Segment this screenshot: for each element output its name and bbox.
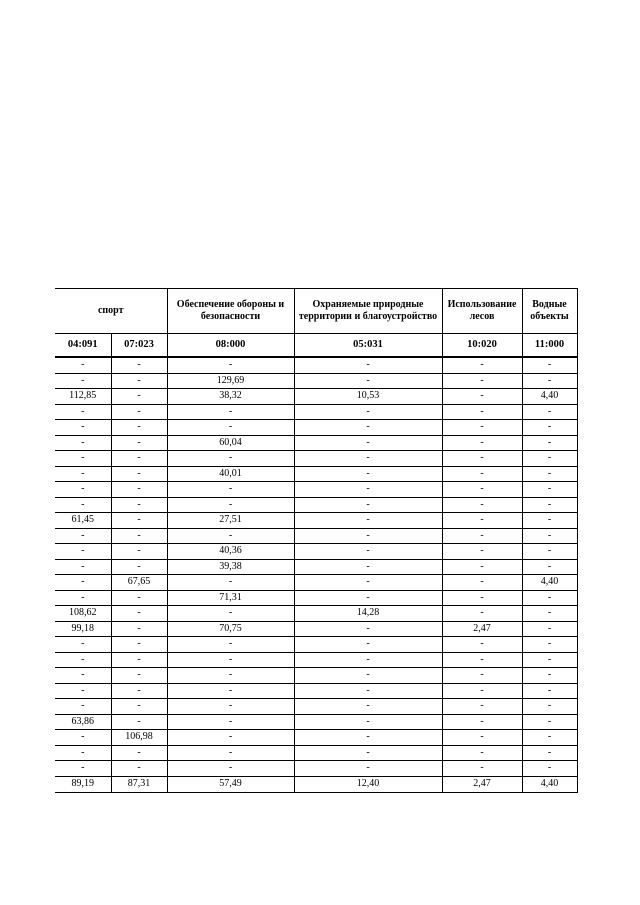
table-cell: - (522, 652, 577, 668)
table-cell: - (522, 683, 577, 699)
table-cell: 39,38 (167, 559, 294, 575)
table-cell: - (294, 404, 442, 420)
table-cell: - (167, 699, 294, 715)
table-cell: - (522, 668, 577, 684)
table-row (55, 668, 577, 684)
table-row (55, 761, 577, 777)
table-cell: - (55, 559, 111, 575)
table-cell: - (55, 683, 111, 699)
table-cell: - (442, 590, 522, 606)
table-cell: - (522, 606, 577, 622)
table-cell: - (442, 606, 522, 622)
table-cell: - (111, 559, 167, 575)
header-protected-territories: Охраняемые природные территории и благоустройство (294, 289, 442, 334)
total-cell: 4,40 (522, 776, 577, 792)
table-row (55, 730, 577, 746)
code-cell: 11:000 (522, 334, 577, 358)
table-cell: - (111, 745, 167, 761)
table-cell: - (522, 420, 577, 436)
table-cell: 4,40 (522, 389, 577, 405)
table-cell: - (167, 745, 294, 761)
table-cell: - (294, 373, 442, 389)
table-cell: 2,47 (442, 621, 522, 637)
table-cell: - (111, 528, 167, 544)
table-cell: - (294, 420, 442, 436)
table-row (55, 373, 577, 389)
table-cell: - (442, 497, 522, 513)
table-cell: - (55, 373, 111, 389)
table-cell: - (522, 761, 577, 777)
table-row (55, 699, 577, 715)
table-cell: - (442, 389, 522, 405)
header-forests: Использование лесов (442, 289, 522, 334)
table-cell: - (522, 497, 577, 513)
table-body (55, 357, 577, 776)
table-cell: - (522, 714, 577, 730)
table-cell: - (167, 451, 294, 467)
table-cell: - (111, 621, 167, 637)
table-cell: - (294, 761, 442, 777)
table-cell: 14,28 (294, 606, 442, 622)
table-row (55, 435, 577, 451)
table-cell: - (111, 590, 167, 606)
table-cell: - (442, 357, 522, 373)
table-cell: - (111, 389, 167, 405)
table-cell: 40,01 (167, 466, 294, 482)
table-cell: - (294, 497, 442, 513)
table-cell: - (111, 637, 167, 653)
table-cell: 108,62 (55, 606, 111, 622)
table-cell: - (522, 637, 577, 653)
code-cell: 10:020 (442, 334, 522, 358)
code-header-row (55, 334, 577, 358)
table-cell: 106,98 (111, 730, 167, 746)
table-cell: - (167, 420, 294, 436)
table-row (55, 404, 577, 420)
table-cell: - (294, 590, 442, 606)
table-cell: - (442, 714, 522, 730)
table-row (55, 637, 577, 653)
table-cell: - (294, 513, 442, 529)
table-cell: - (442, 761, 522, 777)
table-row (55, 745, 577, 761)
table-row (55, 621, 577, 637)
table-cell: - (167, 668, 294, 684)
table-cell: - (442, 668, 522, 684)
table-cell: - (294, 528, 442, 544)
table-cell: - (522, 466, 577, 482)
table-cell: - (442, 451, 522, 467)
table-cell: - (522, 482, 577, 498)
total-cell: 2,47 (442, 776, 522, 792)
table-cell: - (294, 621, 442, 637)
table-cell: - (167, 652, 294, 668)
table-cell: - (55, 668, 111, 684)
totals-row (55, 776, 577, 792)
table-cell: - (522, 373, 577, 389)
table-cell: - (294, 745, 442, 761)
table-cell: - (522, 528, 577, 544)
table-cell: - (294, 668, 442, 684)
table-cell: - (294, 730, 442, 746)
table-cell: - (111, 652, 167, 668)
table-cell: 61,45 (55, 513, 111, 529)
table-cell: - (442, 559, 522, 575)
table-cell: - (167, 606, 294, 622)
table-cell: - (294, 559, 442, 575)
table-cell: - (55, 544, 111, 560)
table-row (55, 575, 577, 591)
table-cell: - (294, 435, 442, 451)
table-cell: - (167, 528, 294, 544)
table-cell: - (522, 699, 577, 715)
table-cell: - (522, 404, 577, 420)
table-cell: - (294, 683, 442, 699)
table-cell: - (442, 699, 522, 715)
table-cell: 112,85 (55, 389, 111, 405)
table-cell: 63,86 (55, 714, 111, 730)
table-cell: - (111, 699, 167, 715)
code-cell: 07:023 (111, 334, 167, 358)
table-cell: - (442, 528, 522, 544)
table-row (55, 528, 577, 544)
table-row (55, 559, 577, 575)
table-cell: - (111, 451, 167, 467)
land-use-table (55, 288, 578, 793)
table-cell: - (55, 497, 111, 513)
header-transport-fragment: спорт (55, 289, 167, 334)
table-cell: - (111, 466, 167, 482)
total-cell: 12,40 (294, 776, 442, 792)
table-row (55, 544, 577, 560)
table-row (55, 513, 577, 529)
total-cell: 89,19 (55, 776, 111, 792)
table-cell: - (522, 745, 577, 761)
table-cell: - (111, 404, 167, 420)
table-cell: - (442, 482, 522, 498)
table-cell: - (55, 590, 111, 606)
table-cell: - (55, 420, 111, 436)
table-cell: - (55, 575, 111, 591)
table-cell: - (522, 357, 577, 373)
header-water: Водные объекты (522, 289, 577, 334)
code-cell: 04:091 (55, 334, 111, 358)
table-row (55, 389, 577, 405)
table-cell: - (442, 637, 522, 653)
table-row (55, 482, 577, 498)
table-cell: - (294, 714, 442, 730)
table-cell: - (167, 575, 294, 591)
table-cell: - (294, 575, 442, 591)
table-cell: - (294, 482, 442, 498)
table-row (55, 357, 577, 373)
table-cell: - (167, 730, 294, 746)
table-cell: - (522, 590, 577, 606)
table-cell: 4,40 (522, 575, 577, 591)
table-cell: - (167, 482, 294, 498)
table-cell: - (442, 404, 522, 420)
group-header-row (55, 289, 577, 334)
table-cell: - (522, 513, 577, 529)
table-cell: - (111, 683, 167, 699)
table-cell: - (167, 497, 294, 513)
table-cell: - (167, 637, 294, 653)
table-cell: 70,75 (167, 621, 294, 637)
table-row (55, 683, 577, 699)
table-cell: - (111, 357, 167, 373)
table-row (55, 497, 577, 513)
table-cell: - (442, 466, 522, 482)
table-cell: - (111, 714, 167, 730)
table-cell: - (111, 435, 167, 451)
table-cell: - (442, 544, 522, 560)
table-cell: - (294, 357, 442, 373)
table-cell: - (111, 761, 167, 777)
table-cell: - (55, 357, 111, 373)
table-row (55, 466, 577, 482)
table-cell: - (55, 466, 111, 482)
table-cell: - (522, 621, 577, 637)
table-cell: - (294, 451, 442, 467)
table-cell: - (294, 637, 442, 653)
table-cell: - (442, 435, 522, 451)
code-cell: 05:031 (294, 334, 442, 358)
table-cell: - (522, 730, 577, 746)
table-cell: - (111, 544, 167, 560)
table-cell: - (111, 668, 167, 684)
table-cell: - (55, 652, 111, 668)
total-cell: 87,31 (111, 776, 167, 792)
table-cell: 40,36 (167, 544, 294, 560)
table-cell: - (294, 544, 442, 560)
table-cell: - (442, 652, 522, 668)
table-cell: 60,04 (167, 435, 294, 451)
table-cell: - (442, 420, 522, 436)
table-cell: 129,69 (167, 373, 294, 389)
table-cell: - (111, 482, 167, 498)
table-cell: - (55, 528, 111, 544)
table-cell: - (55, 404, 111, 420)
table-cell: - (442, 745, 522, 761)
table-cell: - (55, 730, 111, 746)
table-cell: - (442, 730, 522, 746)
table-cell: - (167, 714, 294, 730)
table-cell: - (522, 544, 577, 560)
table-row (55, 606, 577, 622)
table-cell: - (167, 404, 294, 420)
table-cell: - (55, 699, 111, 715)
table-cell: 10,53 (294, 389, 442, 405)
total-cell: 57,49 (167, 776, 294, 792)
table-cell: - (111, 420, 167, 436)
code-cell: 08:000 (167, 334, 294, 358)
table-cell: - (55, 482, 111, 498)
table-cell: 27,51 (167, 513, 294, 529)
table-cell: - (55, 451, 111, 467)
table-cell: - (294, 652, 442, 668)
table-cell: - (294, 699, 442, 715)
table-cell: - (442, 575, 522, 591)
table-cell: - (442, 683, 522, 699)
table-cell: - (442, 513, 522, 529)
table-cell: - (294, 466, 442, 482)
table-row (55, 590, 577, 606)
table-cell: - (55, 745, 111, 761)
table-row (55, 652, 577, 668)
table-cell: - (442, 373, 522, 389)
table-cell: - (111, 373, 167, 389)
table-cell: - (522, 451, 577, 467)
table-cell: 99,18 (55, 621, 111, 637)
table-cell: 71,31 (167, 590, 294, 606)
table-cell: - (111, 513, 167, 529)
table-cell: - (111, 497, 167, 513)
table-row (55, 420, 577, 436)
table-cell: - (55, 435, 111, 451)
table-cell: - (522, 559, 577, 575)
table-cell: - (167, 683, 294, 699)
header-defense: Обеспечение обороны и безопасности (167, 289, 294, 334)
table-cell: - (111, 606, 167, 622)
table-cell: - (167, 761, 294, 777)
table-cell: - (522, 435, 577, 451)
table-cell: 38,32 (167, 389, 294, 405)
table-cell: - (55, 637, 111, 653)
table-row (55, 451, 577, 467)
table-cell: - (55, 761, 111, 777)
table-cell: - (167, 357, 294, 373)
table-cell: 67,65 (111, 575, 167, 591)
table-row (55, 714, 577, 730)
